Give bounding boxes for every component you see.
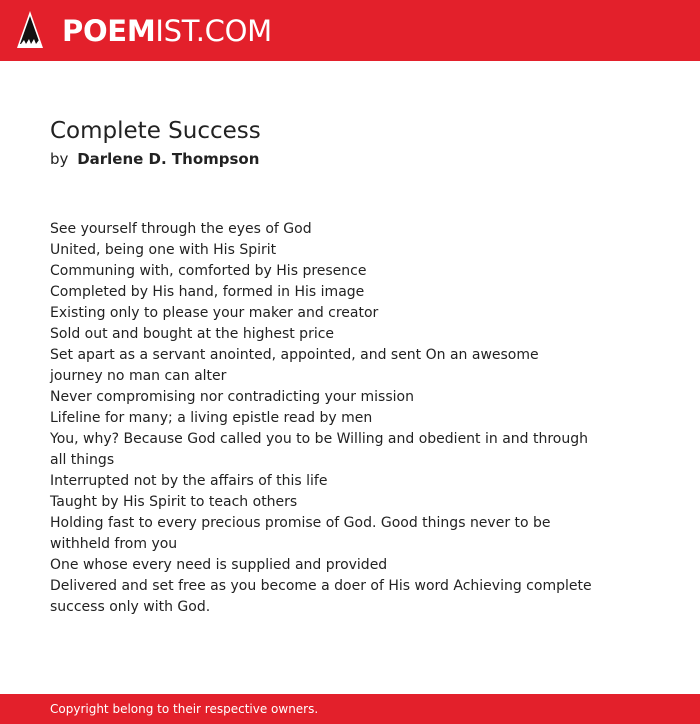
poem-line: One whose every need is supplied and provided	[50, 557, 388, 573]
poem-line: Taught by His Spirit to teach others	[50, 494, 298, 510]
poem-byline	[50, 148, 259, 170]
poem-line: Holding fast to every precious promise of God. Good things never to be withheld from you	[50, 515, 551, 552]
poem-line: See yourself through the eyes of God	[50, 221, 312, 237]
poem-line: Never compromising nor contradicting your mission	[50, 389, 414, 405]
logo-bold-text: POEM	[62, 14, 156, 48]
poem-line: Interrupted not by the affairs of this life	[50, 473, 328, 489]
poem-body	[50, 219, 595, 618]
poem-line: Sold out and bought at the highest price	[50, 326, 335, 342]
logo-light-text: IST.COM	[155, 14, 272, 48]
by-label: by	[50, 150, 69, 168]
poem-line: Existing only to please your maker and creator	[50, 305, 379, 321]
poem-line: United, being one with His Spirit	[50, 242, 277, 258]
poem-line: Completed by His hand, formed in His image	[50, 284, 365, 300]
poem-line: Lifeline for many; a living epistle read by men	[50, 410, 373, 426]
site-logo[interactable]	[62, 11, 272, 51]
poem-line: Communing with, comforted by His presence	[50, 263, 367, 279]
poem-line: Set apart as a servant anointed, appointed, and sent On an awesome journey no man can alter	[50, 347, 539, 384]
poem-line: Delivered and set free as you become a doer of His word Achieving complete success only with God.	[50, 578, 592, 615]
author-name[interactable]: Darlene D. Thompson	[77, 150, 260, 168]
copyright-notice: Copyright belong to their respective owners.	[50, 702, 319, 716]
pen-nib-icon[interactable]	[17, 11, 43, 51]
poem-line: You, why? Because God called you to be Willing and obedient in and through all things	[50, 431, 589, 468]
poem-title: Complete Success	[50, 118, 261, 144]
site-header	[0, 0, 700, 61]
site-footer	[0, 694, 700, 724]
